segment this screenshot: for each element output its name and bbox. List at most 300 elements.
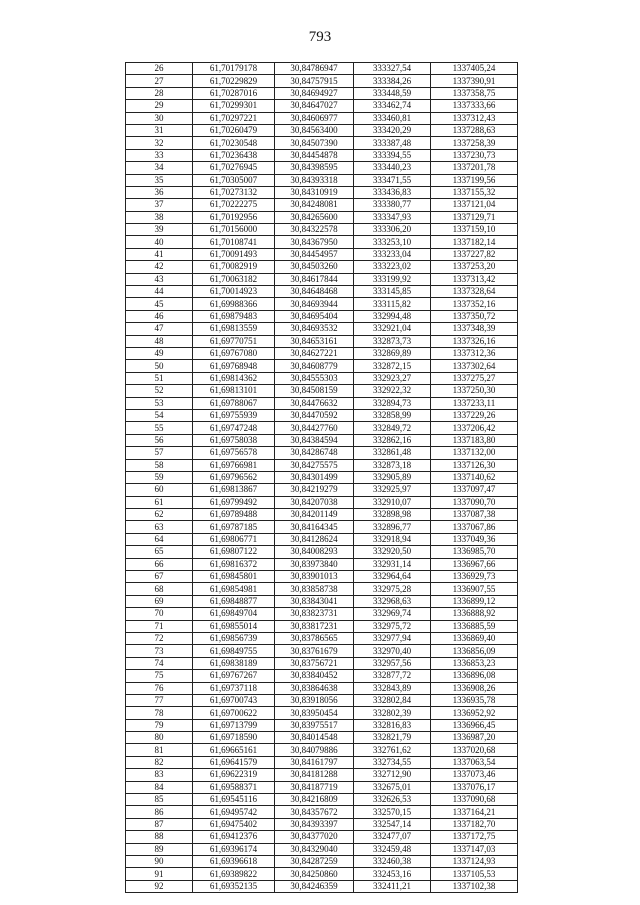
table-row [126, 261, 518, 273]
x-coordinate-cell: 332821,79 [354, 732, 431, 744]
table-row [126, 856, 518, 868]
point-number-cell: 68 [126, 583, 193, 595]
longitude-cell: 30,84246359 [275, 880, 354, 892]
point-number-cell: 72 [126, 632, 193, 644]
point-number-cell: 61 [126, 496, 193, 508]
longitude-cell: 30,84476632 [275, 397, 354, 409]
longitude-cell: 30,84322578 [275, 224, 354, 236]
latitude-cell: 61,70014923 [193, 286, 275, 298]
latitude-cell: 61,70299301 [193, 100, 275, 112]
longitude-cell: 30,83756721 [275, 657, 354, 669]
table-row [126, 75, 518, 87]
latitude-cell: 61,69988366 [193, 298, 275, 310]
point-number-cell: 88 [126, 831, 193, 843]
point-number-cell: 76 [126, 682, 193, 694]
longitude-cell: 30,84454957 [275, 248, 354, 260]
point-number-cell: 50 [126, 360, 193, 372]
table-row [126, 719, 518, 731]
point-number-cell: 69 [126, 595, 193, 607]
y-coordinate-cell: 1337140,62 [431, 471, 518, 483]
x-coordinate-cell: 332921,04 [354, 323, 431, 335]
longitude-cell: 30,84393318 [275, 174, 354, 186]
point-number-cell: 30 [126, 112, 193, 124]
x-coordinate-cell: 332858,99 [354, 409, 431, 421]
point-number-cell: 44 [126, 286, 193, 298]
table-row [126, 471, 518, 483]
longitude-cell: 30,84563400 [275, 124, 354, 136]
point-number-cell: 86 [126, 806, 193, 818]
table-row [126, 670, 518, 682]
point-number-cell: 34 [126, 162, 193, 174]
longitude-cell: 30,84310919 [275, 186, 354, 198]
point-number-cell: 87 [126, 818, 193, 830]
longitude-cell: 30,84427760 [275, 422, 354, 434]
point-number-cell: 55 [126, 422, 193, 434]
x-coordinate-cell: 332964,64 [354, 571, 431, 583]
x-coordinate-cell: 332873,73 [354, 335, 431, 347]
y-coordinate-cell: 1337155,32 [431, 186, 518, 198]
x-coordinate-cell: 332905,89 [354, 471, 431, 483]
x-coordinate-cell: 332920,50 [354, 546, 431, 558]
longitude-cell: 30,83786565 [275, 632, 354, 644]
longitude-cell: 30,83973840 [275, 558, 354, 570]
latitude-cell: 61,69700743 [193, 694, 275, 706]
point-number-cell: 82 [126, 756, 193, 768]
x-coordinate-cell: 333448,59 [354, 87, 431, 99]
y-coordinate-cell: 1336952,92 [431, 707, 518, 719]
y-coordinate-cell: 1337129,71 [431, 211, 518, 223]
y-coordinate-cell: 1337227,82 [431, 248, 518, 260]
point-number-cell: 36 [126, 186, 193, 198]
y-coordinate-cell: 1337073,46 [431, 769, 518, 781]
longitude-cell: 30,84398595 [275, 162, 354, 174]
y-coordinate-cell: 1337313,42 [431, 273, 518, 285]
table-row [126, 63, 518, 75]
table-row [126, 645, 518, 657]
y-coordinate-cell: 1337352,16 [431, 298, 518, 310]
latitude-cell: 61,69758038 [193, 434, 275, 446]
point-number-cell: 64 [126, 533, 193, 545]
y-coordinate-cell: 1336985,70 [431, 546, 518, 558]
point-number-cell: 67 [126, 571, 193, 583]
point-number-cell: 92 [126, 880, 193, 892]
y-coordinate-cell: 1336885,59 [431, 620, 518, 632]
table-row [126, 149, 518, 161]
y-coordinate-cell: 1337328,64 [431, 286, 518, 298]
y-coordinate-cell: 1336888,92 [431, 608, 518, 620]
point-number-cell: 91 [126, 868, 193, 880]
point-number-cell: 66 [126, 558, 193, 570]
latitude-cell: 61,69849755 [193, 645, 275, 657]
point-number-cell: 74 [126, 657, 193, 669]
y-coordinate-cell: 1337312,43 [431, 112, 518, 124]
latitude-cell: 61,69854981 [193, 583, 275, 595]
x-coordinate-cell: 332922,32 [354, 385, 431, 397]
latitude-cell: 61,70108741 [193, 236, 275, 248]
latitude-cell: 61,69799492 [193, 496, 275, 508]
longitude-cell: 30,84470592 [275, 409, 354, 421]
point-number-cell: 59 [126, 471, 193, 483]
latitude-cell: 61,70222275 [193, 199, 275, 211]
latitude-cell: 61,69789488 [193, 509, 275, 521]
y-coordinate-cell: 1337121,04 [431, 199, 518, 211]
latitude-cell: 61,69856739 [193, 632, 275, 644]
table-row [126, 707, 518, 719]
x-coordinate-cell: 332626,53 [354, 794, 431, 806]
table-row [126, 87, 518, 99]
y-coordinate-cell: 1337405,24 [431, 63, 518, 75]
point-number-cell: 75 [126, 670, 193, 682]
x-coordinate-cell: 332894,73 [354, 397, 431, 409]
point-number-cell: 42 [126, 261, 193, 273]
latitude-cell: 61,70236438 [193, 149, 275, 161]
table-row [126, 496, 518, 508]
latitude-cell: 61,69412376 [193, 831, 275, 843]
y-coordinate-cell: 1336966,45 [431, 719, 518, 731]
latitude-cell: 61,69475402 [193, 818, 275, 830]
latitude-cell: 61,70063182 [193, 273, 275, 285]
y-coordinate-cell: 1337183,80 [431, 434, 518, 446]
x-coordinate-cell: 332994,48 [354, 310, 431, 322]
y-coordinate-cell: 1337348,39 [431, 323, 518, 335]
longitude-cell: 30,84014548 [275, 732, 354, 744]
y-coordinate-cell: 1337090,70 [431, 496, 518, 508]
longitude-cell: 30,84393397 [275, 818, 354, 830]
y-coordinate-cell: 1337076,17 [431, 781, 518, 793]
latitude-cell: 61,69813101 [193, 385, 275, 397]
y-coordinate-cell: 1336896,08 [431, 670, 518, 682]
table-row [126, 409, 518, 421]
table-row [126, 100, 518, 112]
point-number-cell: 63 [126, 521, 193, 533]
longitude-cell: 30,83901013 [275, 571, 354, 583]
table-row [126, 843, 518, 855]
longitude-cell: 30,84367950 [275, 236, 354, 248]
longitude-cell: 30,84216809 [275, 794, 354, 806]
x-coordinate-cell: 332453,16 [354, 868, 431, 880]
point-number-cell: 43 [126, 273, 193, 285]
y-coordinate-cell: 1337250,30 [431, 385, 518, 397]
x-coordinate-cell: 332957,56 [354, 657, 431, 669]
longitude-cell: 30,84454878 [275, 149, 354, 161]
latitude-cell: 61,69396174 [193, 843, 275, 855]
longitude-cell: 30,84384594 [275, 434, 354, 446]
x-coordinate-cell: 332872,15 [354, 360, 431, 372]
y-coordinate-cell: 1337020,68 [431, 744, 518, 756]
latitude-cell: 61,69788067 [193, 397, 275, 409]
table-row [126, 434, 518, 446]
x-coordinate-cell: 333223,02 [354, 261, 431, 273]
x-coordinate-cell: 332873,18 [354, 459, 431, 471]
longitude-cell: 30,84161797 [275, 756, 354, 768]
point-number-cell: 53 [126, 397, 193, 409]
x-coordinate-cell: 332925,97 [354, 484, 431, 496]
latitude-cell: 61,69816372 [193, 558, 275, 570]
point-number-cell: 45 [126, 298, 193, 310]
y-coordinate-cell: 1336967,66 [431, 558, 518, 570]
x-coordinate-cell: 333387,48 [354, 137, 431, 149]
point-number-cell: 27 [126, 75, 193, 87]
point-number-cell: 80 [126, 732, 193, 744]
latitude-cell: 61,69747248 [193, 422, 275, 434]
latitude-cell: 61,70192956 [193, 211, 275, 223]
latitude-cell: 61,70156000 [193, 224, 275, 236]
longitude-cell: 30,84508159 [275, 385, 354, 397]
x-coordinate-cell: 333384,26 [354, 75, 431, 87]
latitude-cell: 61,69849704 [193, 608, 275, 620]
table-row [126, 868, 518, 880]
y-coordinate-cell: 1337288,63 [431, 124, 518, 136]
table-row [126, 484, 518, 496]
x-coordinate-cell: 333436,83 [354, 186, 431, 198]
x-coordinate-cell: 332802,39 [354, 707, 431, 719]
y-coordinate-cell: 1337253,20 [431, 261, 518, 273]
longitude-cell: 30,84164345 [275, 521, 354, 533]
table-row [126, 583, 518, 595]
longitude-cell: 30,84301499 [275, 471, 354, 483]
longitude-cell: 30,84503260 [275, 261, 354, 273]
latitude-cell: 61,69713799 [193, 719, 275, 731]
latitude-cell: 61,70230548 [193, 137, 275, 149]
latitude-cell: 61,70297221 [193, 112, 275, 124]
longitude-cell: 30,84694927 [275, 87, 354, 99]
point-number-cell: 70 [126, 608, 193, 620]
point-number-cell: 47 [126, 323, 193, 335]
x-coordinate-cell: 332843,89 [354, 682, 431, 694]
point-number-cell: 73 [126, 645, 193, 657]
x-coordinate-cell: 333440,23 [354, 162, 431, 174]
longitude-cell: 30,84265600 [275, 211, 354, 223]
latitude-cell: 61,69813867 [193, 484, 275, 496]
longitude-cell: 30,84507390 [275, 137, 354, 149]
latitude-cell: 61,69588371 [193, 781, 275, 793]
longitude-cell: 30,84181288 [275, 769, 354, 781]
latitude-cell: 61,69622319 [193, 769, 275, 781]
table-row [126, 620, 518, 632]
latitude-cell: 61,69814362 [193, 372, 275, 384]
x-coordinate-cell: 332918,94 [354, 533, 431, 545]
table-row [126, 546, 518, 558]
point-number-cell: 89 [126, 843, 193, 855]
longitude-cell: 30,84128624 [275, 533, 354, 545]
point-number-cell: 40 [126, 236, 193, 248]
table-row [126, 137, 518, 149]
latitude-cell: 61,69770751 [193, 335, 275, 347]
x-coordinate-cell: 332977,94 [354, 632, 431, 644]
x-coordinate-cell: 332898,98 [354, 509, 431, 521]
point-number-cell: 46 [126, 310, 193, 322]
point-number-cell: 35 [126, 174, 193, 186]
point-number-cell: 60 [126, 484, 193, 496]
y-coordinate-cell: 1337087,38 [431, 509, 518, 521]
point-number-cell: 57 [126, 447, 193, 459]
y-coordinate-cell: 1336929,73 [431, 571, 518, 583]
table-row [126, 880, 518, 892]
longitude-cell: 30,84695404 [275, 310, 354, 322]
table-row [126, 509, 518, 521]
y-coordinate-cell: 1337132,00 [431, 447, 518, 459]
longitude-cell: 30,83840452 [275, 670, 354, 682]
latitude-cell: 61,69855014 [193, 620, 275, 632]
x-coordinate-cell: 332896,77 [354, 521, 431, 533]
latitude-cell: 61,70287016 [193, 87, 275, 99]
longitude-cell: 30,84287259 [275, 856, 354, 868]
x-coordinate-cell: 333306,20 [354, 224, 431, 236]
longitude-cell: 30,84757915 [275, 75, 354, 87]
x-coordinate-cell: 332816,83 [354, 719, 431, 731]
x-coordinate-cell: 332968,63 [354, 595, 431, 607]
table-row [126, 162, 518, 174]
latitude-cell: 61,69396618 [193, 856, 275, 868]
longitude-cell: 30,84617844 [275, 273, 354, 285]
point-number-cell: 81 [126, 744, 193, 756]
longitude-cell: 30,84250860 [275, 868, 354, 880]
y-coordinate-cell: 1337350,72 [431, 310, 518, 322]
table-row [126, 694, 518, 706]
y-coordinate-cell: 1337049,36 [431, 533, 518, 545]
table-row [126, 236, 518, 248]
latitude-cell: 61,69641579 [193, 756, 275, 768]
y-coordinate-cell: 1337182,70 [431, 818, 518, 830]
point-number-cell: 65 [126, 546, 193, 558]
point-number-cell: 90 [126, 856, 193, 868]
latitude-cell: 61,70276945 [193, 162, 275, 174]
latitude-cell: 61,69806771 [193, 533, 275, 545]
table-row [126, 174, 518, 186]
x-coordinate-cell: 333253,10 [354, 236, 431, 248]
latitude-cell: 61,69807122 [193, 546, 275, 558]
table-row [126, 632, 518, 644]
point-number-cell: 52 [126, 385, 193, 397]
latitude-cell: 61,69845801 [193, 571, 275, 583]
x-coordinate-cell: 332459,48 [354, 843, 431, 855]
table-row [126, 186, 518, 198]
y-coordinate-cell: 1336908,26 [431, 682, 518, 694]
table-row [126, 286, 518, 298]
y-coordinate-cell: 1336899,12 [431, 595, 518, 607]
table-row [126, 459, 518, 471]
longitude-cell: 30,84377020 [275, 831, 354, 843]
latitude-cell: 61,69813559 [193, 323, 275, 335]
x-coordinate-cell: 332861,48 [354, 447, 431, 459]
point-number-cell: 49 [126, 347, 193, 359]
y-coordinate-cell: 1336987,20 [431, 732, 518, 744]
x-coordinate-cell: 333115,82 [354, 298, 431, 310]
latitude-cell: 61,69389822 [193, 868, 275, 880]
longitude-cell: 30,84693532 [275, 323, 354, 335]
table-row [126, 397, 518, 409]
x-coordinate-cell: 332969,74 [354, 608, 431, 620]
y-coordinate-cell: 1337102,38 [431, 880, 518, 892]
longitude-cell: 30,83918056 [275, 694, 354, 706]
x-coordinate-cell: 332734,55 [354, 756, 431, 768]
point-number-cell: 28 [126, 87, 193, 99]
y-coordinate-cell: 1337230,73 [431, 149, 518, 161]
point-number-cell: 71 [126, 620, 193, 632]
y-coordinate-cell: 1337312,36 [431, 347, 518, 359]
y-coordinate-cell: 1336907,55 [431, 583, 518, 595]
point-number-cell: 84 [126, 781, 193, 793]
table-row [126, 781, 518, 793]
longitude-cell: 30,83761679 [275, 645, 354, 657]
longitude-cell: 30,84647027 [275, 100, 354, 112]
latitude-cell: 61,70091493 [193, 248, 275, 260]
longitude-cell: 30,84079886 [275, 744, 354, 756]
y-coordinate-cell: 1337124,93 [431, 856, 518, 868]
latitude-cell: 61,70179178 [193, 63, 275, 75]
table-row [126, 224, 518, 236]
point-number-cell: 38 [126, 211, 193, 223]
longitude-cell: 30,84357672 [275, 806, 354, 818]
point-number-cell: 31 [126, 124, 193, 136]
y-coordinate-cell: 1337182,14 [431, 236, 518, 248]
latitude-cell: 61,70260479 [193, 124, 275, 136]
table-row [126, 756, 518, 768]
point-number-cell: 41 [126, 248, 193, 260]
table-row [126, 794, 518, 806]
latitude-cell: 61,69352135 [193, 880, 275, 892]
table-row [126, 298, 518, 310]
longitude-cell: 30,84248081 [275, 199, 354, 211]
y-coordinate-cell: 1337199,56 [431, 174, 518, 186]
x-coordinate-cell: 332975,72 [354, 620, 431, 632]
point-number-cell: 32 [126, 137, 193, 149]
table-row [126, 211, 518, 223]
table-row [126, 806, 518, 818]
y-coordinate-cell: 1337147,03 [431, 843, 518, 855]
y-coordinate-cell: 1337097,47 [431, 484, 518, 496]
table-row [126, 335, 518, 347]
x-coordinate-cell: 333460,81 [354, 112, 431, 124]
point-number-cell: 77 [126, 694, 193, 706]
point-number-cell: 85 [126, 794, 193, 806]
longitude-cell: 30,84555303 [275, 372, 354, 384]
x-coordinate-cell: 333233,04 [354, 248, 431, 260]
y-coordinate-cell: 1337390,91 [431, 75, 518, 87]
table-row [126, 323, 518, 335]
table-row [126, 124, 518, 136]
latitude-cell: 61,70229829 [193, 75, 275, 87]
x-coordinate-cell: 333199,92 [354, 273, 431, 285]
x-coordinate-cell: 332675,01 [354, 781, 431, 793]
longitude-cell: 30,84786947 [275, 63, 354, 75]
y-coordinate-cell: 1337326,16 [431, 335, 518, 347]
latitude-cell: 61,69755939 [193, 409, 275, 421]
coordinates-table [125, 62, 518, 893]
latitude-cell: 61,69700622 [193, 707, 275, 719]
x-coordinate-cell: 332975,28 [354, 583, 431, 595]
y-coordinate-cell: 1337172,75 [431, 831, 518, 843]
point-number-cell: 54 [126, 409, 193, 421]
point-number-cell: 62 [126, 509, 193, 521]
longitude-cell: 30,83858738 [275, 583, 354, 595]
longitude-cell: 30,83864638 [275, 682, 354, 694]
longitude-cell: 30,83950454 [275, 707, 354, 719]
longitude-cell: 30,84201149 [275, 509, 354, 521]
x-coordinate-cell: 332849,72 [354, 422, 431, 434]
y-coordinate-cell: 1337067,86 [431, 521, 518, 533]
y-coordinate-cell: 1336856,09 [431, 645, 518, 657]
x-coordinate-cell: 333327,54 [354, 63, 431, 75]
x-coordinate-cell: 332547,14 [354, 818, 431, 830]
longitude-cell: 30,84606977 [275, 112, 354, 124]
latitude-cell: 61,70305007 [193, 174, 275, 186]
y-coordinate-cell: 1337229,26 [431, 409, 518, 421]
latitude-cell: 61,70082919 [193, 261, 275, 273]
table-row [126, 422, 518, 434]
latitude-cell: 61,69879483 [193, 310, 275, 322]
table-row [126, 732, 518, 744]
